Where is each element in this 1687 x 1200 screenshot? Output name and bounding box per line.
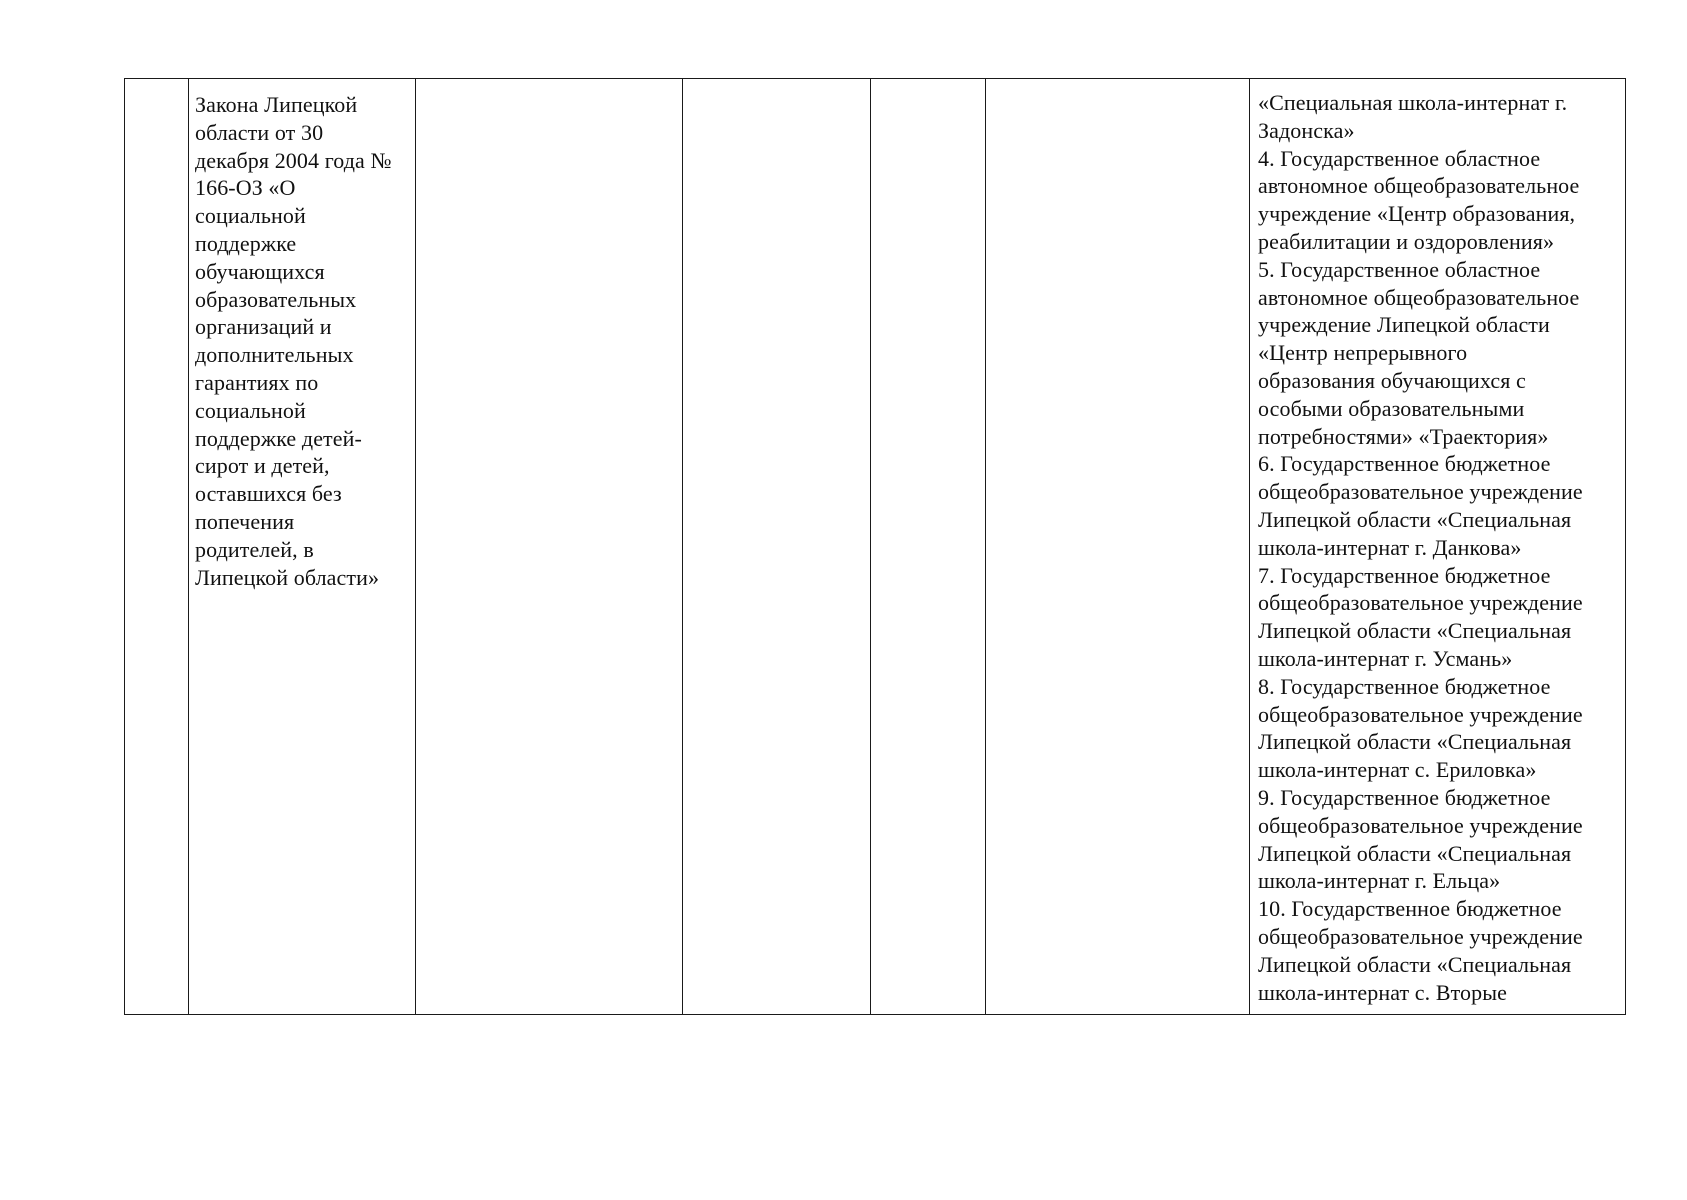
document-table [124, 78, 1626, 1015]
table-row [125, 79, 1626, 1015]
table-cell-law-reference [189, 79, 416, 1015]
table-cell-3 [416, 79, 683, 1015]
institutions-list-text: «Специальная школа-интернат г. Задонска» 4. Государственное областное автономное общеобразовательное учреждение «Центр образования, реабилитации и оздоровления» 5. Государственное областное автономное общеобразовательное учреждение Липецкой области «Центр непрерывного образования обучающихся с особыми образовательными потребностями» «Траектория» 6. Государственное бюджетное общеобразовательное учреждение Липецкой области «Специальная школа-интернат г. Данкова» 7. Государственное бюджетное общеобразовательное учреждение Липецкой области «Специальная школа-интернат г. Усмань» 8. Государственное бюджетное общеобразовательное учреждение Липецкой области «Специальная школа-интернат с. Ериловка» 9. Государственное бюджетное общеобразовательное учреждение Липецкой области «Специальная школа-интернат г. Ельца» 10. Государственное бюджетное общеобразовательное учреждение Липецкой области «Специальная школа-интернат с. Вторые [1258, 90, 1583, 1005]
table-cell-6 [986, 79, 1250, 1015]
table-cell-4 [683, 79, 871, 1015]
table-cell-number [125, 79, 189, 1015]
law-reference-text: Закона Липецкой области от 30 декабря 2004 года № 166-ОЗ «О социальной поддержке обучающихся образовательных организаций и дополнительных гарантиях по социальной поддержке детей- сирот и детей, оставшихся без попечения родителей, в Липецкой области» [195, 92, 392, 590]
table-cell-institutions-list [1250, 79, 1626, 1015]
table-cell-5 [871, 79, 986, 1015]
